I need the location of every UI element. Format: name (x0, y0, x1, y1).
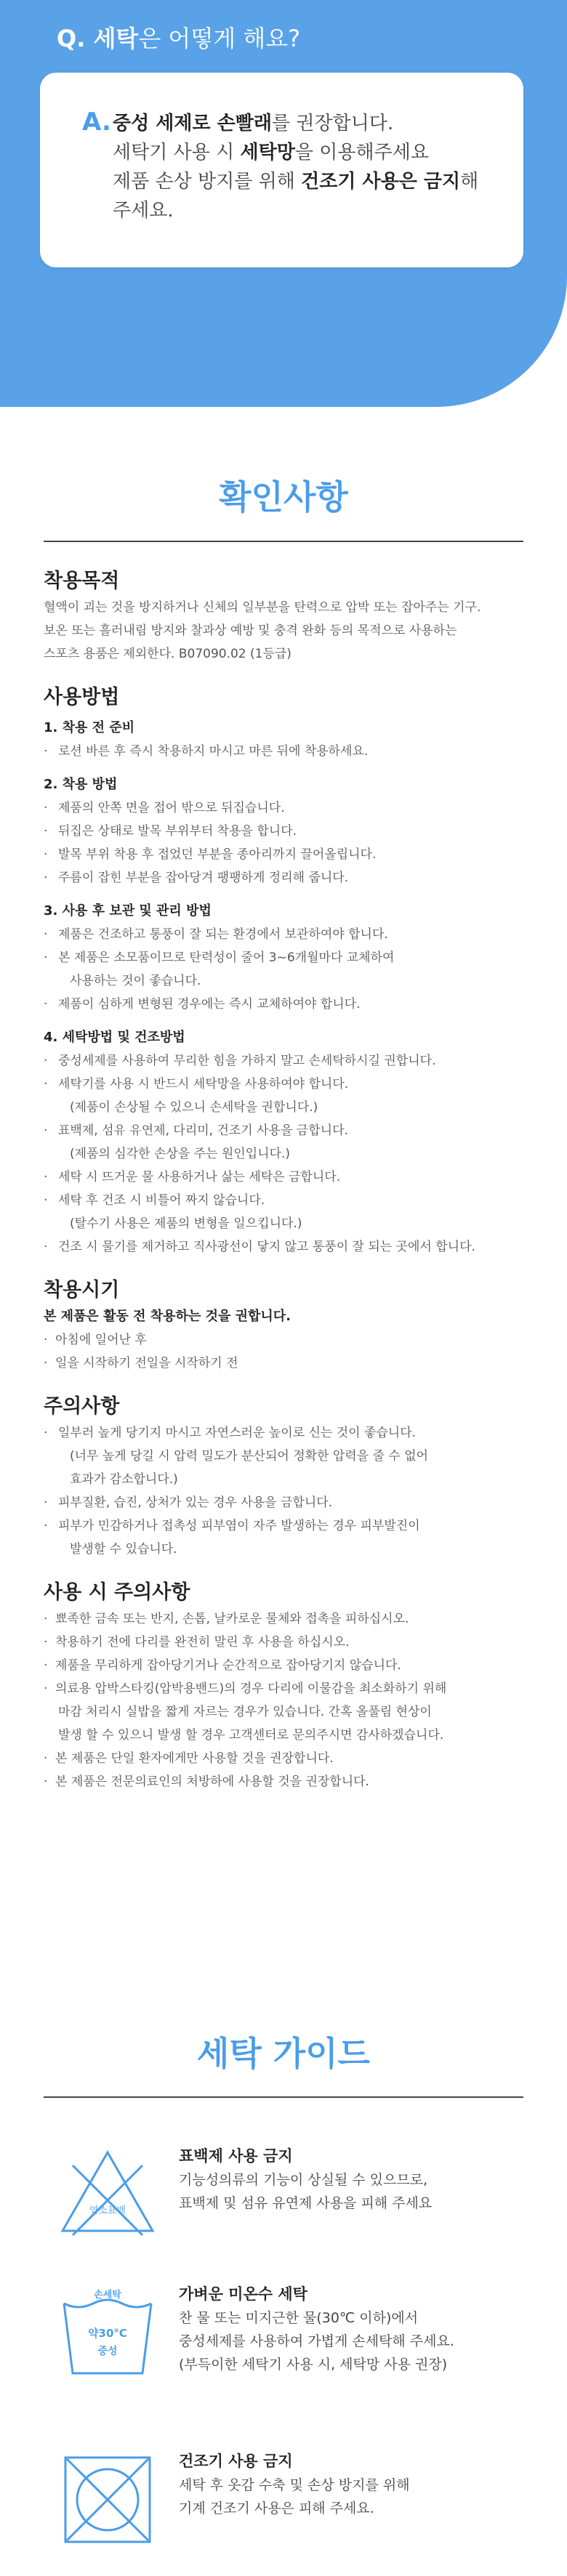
step-item: · 발목 부위 착용 후 접었던 부분을 종아리까지 끌어올립니다. (44, 843, 531, 866)
answer-text-part: 주세요. (113, 200, 174, 222)
step-item-cont: (제품의 심각한 손상을 주는 원인입니다.) (70, 1147, 291, 1161)
guide-item-no-dryer (57, 2449, 529, 2558)
step-heading: 2. 착용 방법 (44, 777, 118, 792)
temp-label: 약30°C (88, 2327, 127, 2340)
divider (44, 2096, 523, 2098)
step-item: · 중성세제를 사용하여 무리한 힘을 가하지 말고 손세탁하시길 권합니다. (44, 1049, 531, 1073)
a-mark: A. (82, 108, 111, 137)
answer-text (113, 109, 478, 225)
answer-text-part: 세탁기 사용 시 (113, 142, 241, 163)
use-caution-heading: 사용 시 주의사항 (44, 1581, 190, 1604)
q-keyword: 세탁 (93, 25, 139, 52)
step-heading: 3. 사용 후 보관 및 관리 방법 (44, 903, 212, 918)
purpose-line: 혈액이 괴는 것을 방지하거나 신체의 일부분을 탄력으로 압박 또는 잡아주는 기구. (44, 600, 481, 615)
caution-item-cont: 발생할 수 있습니다. (70, 1542, 177, 1556)
step-item: · 세탁 후 건조 시 비틀어 짜지 않습니다. (44, 1189, 531, 1212)
guide-item-desc: (부득이한 세탁기 사용 시, 세탁망 사용 권장) (179, 2357, 448, 2373)
answer-bold: 세탁망 (240, 142, 295, 163)
caution-item: · 피부가 민감하거나 접촉성 피부염이 자주 발생하는 경우 피부발진이 (44, 1514, 531, 1538)
step-item: · 로션 바른 후 즉시 착용하지 마시고 마른 뒤에 착용하세요. (44, 740, 531, 763)
guide-item-title: 건조기 사용 금지 (179, 2452, 293, 2470)
step-item: · 건조 시 물기를 제거하고 직사광선이 닿지 않고 통풍이 잘 되는 곳에서 합니다. (44, 1235, 531, 1259)
caution-item-cont: 효과가 감소합니다.) (70, 1472, 178, 1487)
answer-bold: 중성 세제로 손빨래 (113, 113, 273, 134)
use-caution-item: · 착용하기 전에 다리를 완전히 말린 후 사용을 하십시오. (44, 1631, 531, 1654)
purpose-line: 스포츠 용품은 제외한다. B07090.02 (1등급) (44, 647, 291, 661)
caution-heading: 주의사항 (44, 1395, 120, 1418)
use-caution-item: · 의료용 압박스타킹(압박용밴드)의 경우 다리에 이물감을 최소화하기 위해 (44, 1677, 531, 1700)
divider (44, 541, 523, 542)
guide-item-desc: 기능성의류의 기능이 상실될 수 있으므로, (179, 2172, 428, 2188)
faq-question (57, 20, 300, 54)
caution-item: · 일부러 높게 당기지 마시고 자연스러운 높이로 신는 것이 좋습니다. (44, 1421, 531, 1445)
answer-line (113, 109, 478, 138)
caution-item-cont: (너무 높게 당길 시 압력 밀도가 분산되어 정확한 압력을 줄 수 없어 (70, 1449, 429, 1463)
time-bold: 본 제품은 활동 전 착용하는 것을 권합니다. (44, 1309, 291, 1324)
use-caution-item: · 본 제품은 전문의료인의 처방하에 사용할 것을 권장합니다. (44, 1770, 531, 1793)
no-bleach-icon (57, 2144, 158, 2245)
step-item: · 주름이 잡힌 부분을 잡아당겨 팽팽하게 정리해 줍니다. (44, 866, 531, 889)
time-item: · 일을 시작하기 전일을 시작하기 전 (44, 1352, 531, 1375)
step-item: · 본 제품은 소모품이므로 탄력성이 줄어 3~6개월마다 교체하여 (44, 946, 531, 969)
guide-text (179, 2144, 528, 2215)
answer-text-part: 제품 손상 방지를 위해 (113, 171, 302, 193)
step-item: · 세탁 시 뜨거운 물 사용하거나 삶는 세탁은 금합니다. (44, 1166, 531, 1189)
purpose-line: 보온 또는 흘러내림 방지와 찰과상 예방 및 충격 완화 등의 목적으로 사용하는 (44, 623, 457, 638)
hand-wash-icon (57, 2282, 158, 2383)
step-item: · 제품의 안쪽 면을 접어 밖으로 뒤집습니다. (44, 796, 531, 820)
answer-line (113, 138, 478, 167)
guide-item-title: 가벼운 미온수 세탁 (179, 2285, 307, 2303)
step-item: · 뒤집은 상태로 발목 부위부터 착용을 합니다. (44, 820, 531, 843)
guide-item-hand-wash (57, 2282, 529, 2391)
neutral-label: 중성 (97, 2346, 118, 2357)
answer-line (113, 196, 478, 225)
guide-text (179, 2282, 528, 2376)
svg-text:염소표백 (89, 2205, 126, 2216)
guide-item-no-bleach (57, 2144, 529, 2253)
guide-item-desc: 세탁 후 옷감 수축 및 손상 방지를 위해 (179, 2477, 410, 2493)
purpose-heading: 착용목적 (44, 570, 120, 592)
guide-item-desc: 표백제 및 섬유 유연제 사용을 피해 주세요 (179, 2195, 433, 2211)
q-prefix: Q. (57, 25, 86, 52)
step-item: · 제품은 건조하고 통풍이 잘 되는 환경에서 보관하여야 합니다. (44, 923, 531, 946)
use-caution-item: · 뾰족한 금속 또는 반지, 손톱, 날카로운 물체와 접촉을 피하십시오. (44, 1607, 531, 1631)
time-item: · 아침에 일어난 후 (44, 1328, 531, 1352)
guide-item-desc: 찬 물 또는 미지근한 물(30℃ 이하)에서 (179, 2310, 419, 2326)
answer-text-part: 을 이용해주세요 (294, 142, 429, 163)
use-caution-item-cont: 발생 할 수 있으니 발생 할 경우 고객센터로 문의주시면 감사하겠습니다. (58, 1728, 444, 1743)
step-item: · 세탁기를 사용 시 반드시 세탁망을 사용하여야 합니다. (44, 1073, 531, 1096)
step-item-cont: (제품이 손상될 수 있으니 손세탁을 권합니다.) (70, 1100, 318, 1115)
answer-card (40, 73, 523, 267)
q-rest: 은 어떻게 해요? (138, 25, 301, 52)
caution-item: · 피부질환, 습진, 상처가 있는 경우 사용을 금합니다. (44, 1491, 531, 1514)
guide-item-desc: 중성세제를 사용하여 가볍게 손세탁해 주세요. (179, 2333, 454, 2349)
answer-text-part: 해 (460, 171, 479, 193)
guide-item-title: 표백제 사용 금지 (179, 2147, 293, 2165)
step-item-cont: 사용하는 것이 좋습니다. (70, 974, 201, 988)
step-item: · 제품이 심하게 변형된 경우에는 즉시 교체하여야 합니다. (44, 993, 531, 1016)
step-heading: 4. 세탁방법 및 건조방법 (44, 1030, 185, 1045)
step-heading: 1. 착용 전 준비 (44, 720, 135, 735)
time-heading: 착용시기 (44, 1279, 120, 1301)
no-tumble-dry-icon (57, 2449, 158, 2551)
step-item: · 표백제, 섬유 유연제, 다리미, 건조기 사용을 금합니다. (44, 1119, 531, 1142)
guide-text (179, 2449, 528, 2520)
hand-wash-label: 손세탁 (94, 2290, 121, 2301)
bleach-label: 염소표백 (89, 2205, 126, 2216)
usage-heading: 사용방법 (44, 686, 120, 708)
confirm-content (44, 567, 531, 1793)
wash-guide-title: 세탁 가이드 (196, 2034, 371, 2073)
answer-line (113, 167, 478, 196)
step-item-cont: (탈수기 사용은 제품의 변형을 일으킵니다.) (70, 1216, 302, 1231)
use-caution-item-cont: 마감 처리시 실밥을 짧게 자르는 경우가 있습니다. 간혹 올풀림 현상이 (58, 1705, 432, 1719)
confirm-title: 확인사항 (219, 477, 348, 517)
use-caution-item: · 제품을 무리하게 잡아당기거나 순간적으로 잡아당기지 않습니다. (44, 1654, 531, 1677)
use-caution-item: · 본 제품은 단일 환자에게만 사용할 것을 권장합니다. (44, 1747, 531, 1770)
answer-bold: 건조기 사용은 금지 (301, 171, 461, 193)
guide-item-desc: 기계 건조기 사용은 피해 주세요. (179, 2500, 374, 2516)
answer-text-part: 를 권장합니다. (272, 113, 394, 134)
